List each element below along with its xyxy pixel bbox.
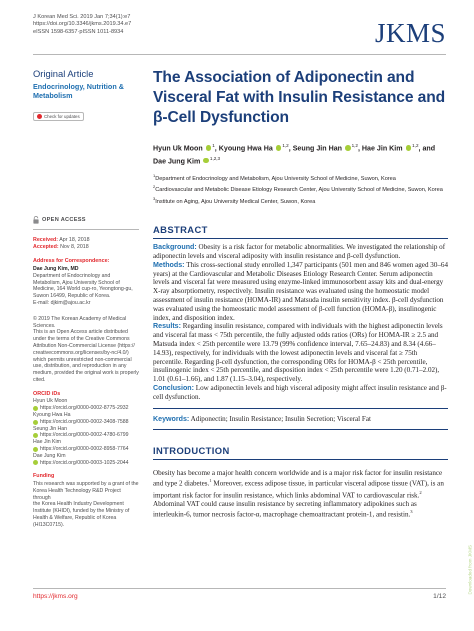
article-type: Original Article bbox=[33, 68, 94, 79]
article-sidebar bbox=[33, 68, 139, 528]
orcid-icon bbox=[33, 406, 38, 411]
author-separator: , bbox=[288, 144, 291, 153]
download-watermark: Downloaded from JKMS bbox=[468, 545, 473, 595]
abstract-end-divider bbox=[153, 408, 448, 409]
open-lock-icon bbox=[33, 216, 39, 224]
orcid-icon[interactable] bbox=[203, 158, 209, 164]
article-main bbox=[153, 68, 448, 520]
funding-line: (HI13C0715). bbox=[33, 521, 65, 528]
received-date: Apr 18, 2018 bbox=[59, 236, 90, 243]
check-for-updates-label: Check for updates bbox=[44, 113, 80, 119]
abstract-methods: Methods: This cross-sectional study enrolled 1,347 participants (501 men and 846 women aged 30–64 years) at the Cardiovascular and Metabolic Diseases Etiology Research Center. Serum adiponectin levels and visceral fat were measured using enzyme-linked immunosorbent assay kits and dual-energy X-ray absorptiometry, respectively. Insulin resistance was evaluated using the homeostatic model assessment of insulin resistance (HOMA-IR) and Matsuda insulin sensitivity index. β-cell dysfunction was evaluated using the homeostatic model assessment of β-cell function (HOMA-β), insulinogenic index, and disposition index. bbox=[153, 260, 449, 322]
open-access-badge bbox=[33, 216, 139, 224]
orcid-icon bbox=[33, 447, 38, 452]
journal-logo[interactable]: JKMS bbox=[374, 18, 446, 48]
correspondence-line: Department of Endocrinology and bbox=[33, 272, 111, 279]
author-name: Dae Jung Kim bbox=[153, 156, 201, 165]
affiliation-list bbox=[153, 172, 448, 206]
correspondence-line: Metabolism, Ajou University School of bbox=[33, 279, 120, 286]
footer-divider bbox=[33, 588, 446, 589]
abstract-background: Background: Obesity is a risk factor for metabolic abnormalities. We investigated the relationship of adiponectin levels and visceral adiposity with insulin resistance and β-cell dysfunction. bbox=[153, 243, 446, 260]
funding-line: This research was supported by a grant of the bbox=[33, 480, 139, 487]
article-title: The Association of Adiponectin and Visceral Fat with Insulin Resistance and β-Cell Dysfunction bbox=[153, 69, 446, 126]
affiliation-item: $^2$Cardiovascular and Metabolic Disease Etiology Research Center, Ajou University School of Medicine, Suwon, Korea bbox=[153, 184, 443, 194]
orcid-author-name: Seung Jin Han bbox=[33, 425, 68, 432]
abstract-conclusion: Conclusion: Low adiponectin levels and high visceral adiposity might affect insulin resistance and β-cell dysfunction. bbox=[153, 383, 447, 401]
orcid-author-name: Kyoung Hwa Ha bbox=[33, 411, 71, 418]
author-affiliation-sup: 1 bbox=[212, 143, 215, 148]
orcid-label: ORCID iDs bbox=[33, 390, 61, 397]
copyright-line: use, distribution, and reproduction in any bbox=[33, 363, 127, 370]
abstract-heading: ABSTRACT bbox=[153, 224, 208, 236]
open-access-label: OPEN ACCESS bbox=[42, 216, 86, 223]
page-number: 1/12 bbox=[433, 593, 446, 600]
funding-line: Korea Health Technology R&D Project through bbox=[33, 487, 121, 501]
correspondence-email[interactable]: E-mail: djkim@ajou.ac.kr bbox=[33, 299, 91, 306]
orcid-author-name: Hyun Uk Moon bbox=[33, 398, 68, 405]
orcid-icon[interactable] bbox=[276, 145, 282, 151]
keywords bbox=[153, 415, 448, 423]
orcid-author-name: Dae Jung Kim bbox=[33, 452, 66, 459]
orcid-icon[interactable] bbox=[206, 145, 212, 151]
orcid-link[interactable]: https://orcid.org/0000-0003-1025-2044 bbox=[33, 460, 139, 467]
citation-line: J Korean Med Sci. 2019 Jan 7;34(1):e7 bbox=[33, 14, 131, 20]
orcid-link[interactable]: https://orcid.org/0000-0002-3408-7588 bbox=[33, 419, 139, 426]
citation-ref[interactable]: 2 bbox=[419, 489, 422, 495]
article-dates bbox=[33, 237, 139, 252]
author-affiliation-sup: 1,2 bbox=[351, 143, 358, 148]
copyright-line[interactable]: Attribution Non-Commercial License (https:// bbox=[33, 342, 135, 349]
keywords-divider bbox=[153, 429, 448, 430]
copyright-line[interactable]: creativecommons.org/licenses/by-nc/4.0/) bbox=[33, 349, 129, 356]
affiliation-item: $^3$Institute on Aging, Ajou University Medical Center, Suwon, Korea bbox=[153, 195, 316, 205]
received-label: Received: bbox=[33, 236, 59, 243]
copyright-line: under the terms of the Creative Commons bbox=[33, 336, 130, 343]
orcid-link[interactable]: https://orcid.org/0000-0002-8775-2932 bbox=[33, 405, 139, 412]
funding-label: Funding bbox=[33, 473, 55, 480]
funding-line: Health & Welfare, Republic of Korea bbox=[33, 514, 117, 521]
orcid-icon[interactable] bbox=[406, 145, 412, 151]
orcid-author-name: Hae Jin Kim bbox=[33, 439, 61, 446]
author-separator: , bbox=[357, 144, 360, 153]
affiliation-item: $^1$Department of Endocrinology and Metabolism, Ajou University School of Medicine, Suwon, Korea bbox=[153, 173, 396, 182]
copyright-line: which permits unrestricted non-commercial bbox=[33, 356, 132, 363]
introduction-paragraph: Obesity has become a major health concern worldwide and is a major risk factor for insulin resistance and type 2 diabetes.$^1$ Moreover, excess adipose tissue, in particular visceral adipose tissue (VAT), is an important risk factor for insulin resistance, which links abdominal VAT to cardiovascular risk.$^2$ Abdominal VAT could cause insulin resistance by secreting inflammatory adipokines such as interleukin-6, tumor necrosis factor-α, macrophage chemoattractant protein-1, and resistin.$^3$ bbox=[153, 468, 444, 519]
orcid-icon[interactable] bbox=[345, 145, 351, 151]
author-separator: , bbox=[214, 144, 217, 153]
crossmark-icon bbox=[37, 114, 42, 119]
author-affiliation-sup: 1,2 bbox=[412, 143, 419, 148]
copyright-line: © 2019 The Korean Academy of Medical bbox=[33, 315, 127, 322]
abstract-results: Results: Regarding insulin resistance, compared with individuals with the highest adiponectin levels and visceral fat mass < 75th percentile, the fully adjusted odds ratios (ORs) for HOMA-IR ≥ 2.5 and Matsuda index < 25th percentile were 13.79 (99% confidence interval, 7.65–24.83) and 8.34 (4.66–14.93), respectively, for individuals with the lowest adiponectin levels and visceral fat ≥ 75th percentile. Regarding β-cell dysfunction, the corresponding ORs for HOMA-β < 25th percentile, insulinogenic index < 25th percentile, and disposition index < 25th percentile were 1.20 (0.71–2.02), 1.01 (0.61–1.66), and 1.87 (1.15–3.04), respectively. bbox=[153, 322, 443, 384]
sidebar-divider bbox=[33, 229, 139, 230]
header-divider bbox=[33, 54, 446, 55]
funding-line: the Korea Health Industry Development bbox=[33, 501, 124, 508]
funding-line: Institute (KHIDI), funded by the Ministry of bbox=[33, 508, 130, 515]
accepted-label: Accepted: bbox=[33, 244, 59, 250]
abstract-body bbox=[153, 243, 448, 401]
author-name: Hyun Uk Moon bbox=[153, 144, 203, 153]
correspondence-line: Medicine, 164 World cup-ro, Yeongtong-gu, bbox=[33, 286, 133, 293]
journal-url-link[interactable]: https://jkms.org bbox=[33, 593, 78, 600]
orcid-link[interactable]: https://orcid.org/0000-0002-8958-7764 bbox=[33, 446, 139, 453]
accepted-date: Nov 8, 2018 bbox=[60, 244, 89, 250]
introduction-divider bbox=[153, 459, 448, 460]
introduction-heading: INTRODUCTION bbox=[153, 444, 230, 456]
orcid-list bbox=[33, 398, 139, 466]
keywords-label: Keywords: bbox=[153, 414, 190, 423]
correspondence-line: Suwon 16499, Republic of Korea. bbox=[33, 293, 111, 300]
abstract-divider bbox=[153, 238, 448, 239]
copyright-block bbox=[33, 316, 139, 384]
copyright-line: Sciences. bbox=[33, 322, 56, 329]
author-separator: , and bbox=[418, 144, 436, 153]
keywords-list: Adiponectin; Insulin Resistance; Insulin Secretion; Visceral Fat bbox=[190, 414, 371, 423]
issn-line: eISSN 1598-6357·pISSN 1011-8934 bbox=[33, 28, 124, 35]
correspondence-label: Address for Correspondence: bbox=[33, 258, 110, 265]
author-name: Kyoung Hwa Ha bbox=[218, 144, 273, 153]
orcid-icon bbox=[33, 460, 38, 465]
author-affiliation-sup: 1,2,3 bbox=[209, 155, 221, 161]
funding-block bbox=[33, 481, 139, 529]
orcid-link[interactable]: https://orcid.org/0000-0002-4780-6799 bbox=[33, 432, 139, 439]
copyright-line: medium, provided the original work is properly bbox=[33, 370, 139, 377]
copyright-line: This is an Open Access article distributed bbox=[33, 329, 128, 336]
author-list bbox=[153, 141, 448, 166]
correspondence-block bbox=[33, 266, 139, 307]
copyright-line: cited. bbox=[33, 376, 46, 383]
author-name: Hae Jin Kim bbox=[361, 144, 403, 153]
correspondence-name: Dae Jung Kim, MD bbox=[33, 266, 79, 272]
article-section: Endocrinology, Nutrition & Metabolism bbox=[33, 82, 124, 100]
author-name: Seung Jin Han bbox=[292, 144, 342, 153]
citation-ref[interactable]: 1 bbox=[209, 478, 212, 484]
orcid-icon bbox=[33, 433, 38, 438]
author-affiliation-sup: 1,2 bbox=[282, 143, 289, 148]
orcid-icon bbox=[33, 420, 38, 425]
doi-link[interactable]: https://doi.org/10.3346/jkms.2019.34.e7 bbox=[33, 21, 132, 28]
check-for-updates-button[interactable] bbox=[33, 112, 84, 121]
journal-citation bbox=[33, 14, 131, 36]
citation-ref[interactable]: 3 bbox=[410, 509, 413, 515]
